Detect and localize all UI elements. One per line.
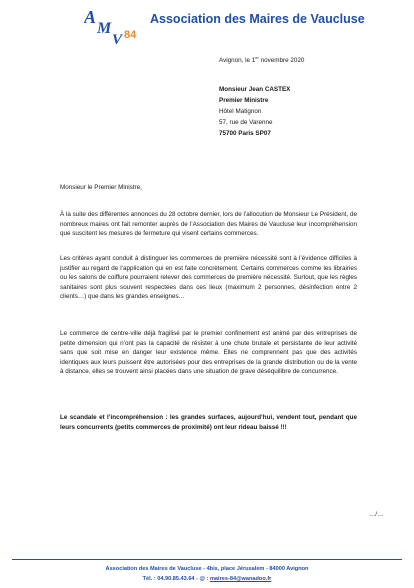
- svg-text:84: 84: [124, 29, 137, 41]
- amv84-logo: [84, 6, 144, 46]
- paragraph-3: Le commerce de centre-ville déjà fragilisé par le premier confinement est animé par des entreprises de petite dimension qui n’ont pas la capacité de résister à une chute brutale et persistante de leur activité sans que soit mise en danger leur existence même. Elles ne comprennent pas que des activités identiques aux leurs puissent être autorisées pour des entreprises de la grande distribution ou de la vente à distance, elles se trouvent ainsi placées dans une situation de grave déséquilibre de concurrence.: [60, 330, 357, 376]
- svg-text:A: A: [84, 7, 97, 27]
- recipient-street: 57, rue de Varenne: [219, 119, 273, 126]
- footer-address: Association des Maires de Vaucluse - 4bis, place Jérusalem - 84000 Avignon: [105, 566, 309, 572]
- footer-divider: [12, 559, 402, 560]
- paragraph-1: À la suite des différentes annonces du 28 octobre dernier, lors de l’allocution de Monsieur Le Président, de nombreux maires ont fait remonter auprès de l’Association des Maires de Vaucluse leur incompréhension que suscitent les mesures de fermeture qui visent certains commerces.: [60, 211, 357, 238]
- recipient-name: Monsieur Jean CASTEX: [219, 86, 291, 93]
- salutation: Monsieur le Premier Ministre,: [60, 184, 142, 191]
- recipient-block: [219, 84, 290, 139]
- recipient-title: Premier Ministre: [219, 97, 269, 104]
- paragraph-4: Le scandale et l’incompréhension : les grandes surfaces, aujourd’hui, vendent tout, pendant que leurs concurrents (petits commerces de proximité) ont leur rideau baissé !!!: [60, 414, 357, 431]
- recipient-building: Hôtel Matignon: [219, 108, 262, 115]
- organization-title: Association des Maires de Vaucluse: [150, 12, 365, 26]
- letter-date: Avignon, le 1er novembre 2020: [219, 55, 305, 65]
- footer-email-link[interactable]: maires-84@wanadoo.fr: [209, 576, 272, 582]
- paragraph-2: Les critères ayant conduit à distinguer les commerces de première nécessité sont à l’évidence difficiles à justifier au regard de l’application qui en est faite concrètement. Certains commerces comme les librairies ou les salons de coiffure pourraient relever des commerces de première nécessité. Surtout, que les règles sanitaires sont plus souvent respectées dans ces lieux (maximum 2 personnes, désinfection entre 2 clients…) que dans les grandes enseignes…: [60, 255, 357, 301]
- footer-contact: [0, 576, 414, 582]
- recipient-city: 75700 Paris SP07: [219, 130, 271, 137]
- svg-text:M: M: [97, 20, 112, 37]
- svg-text:V: V: [112, 32, 123, 46]
- continuation-mark: …/…: [369, 511, 384, 518]
- footer-phone: Tél. : 04.90.85.43.64 - @ :: [142, 576, 210, 582]
